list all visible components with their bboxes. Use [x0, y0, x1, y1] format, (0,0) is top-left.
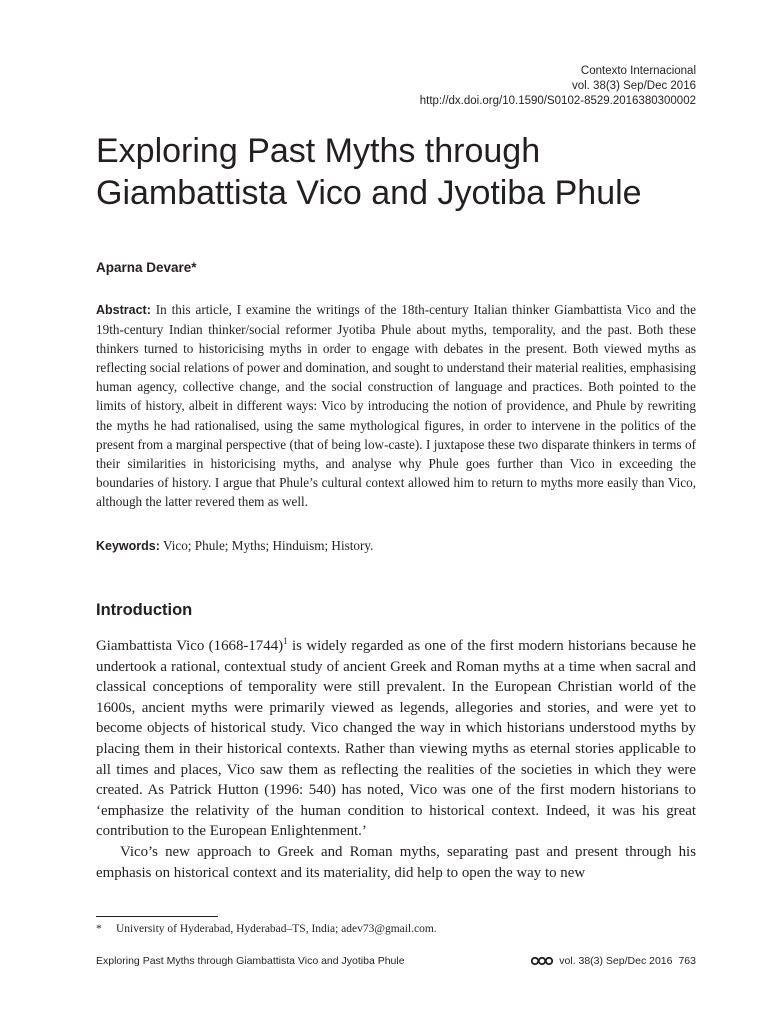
- title-line-1: Exploring Past Myths through: [96, 132, 541, 170]
- running-title: Exploring Past Myths through Giambattista Vico and Jyotiba Phule: [96, 955, 405, 967]
- footnote-mark: *: [96, 923, 102, 935]
- abstract-text: In this article, I examine the writings of the 18th-century Italian thinker Giambattista Vico and the 19th-century Indian thinker/social reformer Jyotiba Phule about myths, temporality, and the past. Both these thinkers turned to historicising myths in order to engage with debates in the present. Both viewed myths as reflecting social relations of power and domination, and sought to understand their material realities, emphasising human agency, collective change, and the social construction of language and practices. Both pointed to the limits of history, albeit in different ways: Vico by introducing the notion of providence, and Phule by rewriting the myths he had rationalised, using the same mythological figures, in order to intervene in the politics of the present from a marginal perspective (that of being low-caste). I juxtapose these two disparate thinkers in terms of their similarities in historicising myths, and analyse why Phule goes further than Vico in exceeding the boundaries of history. I argue that Phule’s cultural context allowed him to return to myths more easily than Vico, although the latter revered them as well.: [96, 302, 697, 509]
- abstract-label: Abstract:: [96, 303, 151, 317]
- abstract: [96, 300, 696, 511]
- keywords-label: Keywords:: [96, 539, 160, 553]
- paragraph: [96, 636, 696, 842]
- paragraph: Vico’s new approach to Greek and Roman myths, separating past and present through his emphasis on historical context and its materiality, did help to open the way to new: [96, 843, 696, 881]
- footnote-divider: [96, 916, 218, 917]
- keywords: [96, 536, 696, 556]
- journal-name: Contexto Internacional: [580, 65, 696, 77]
- section-heading-introduction: Introduction: [96, 601, 193, 619]
- journal-header: [420, 64, 696, 109]
- footnote-reference[interactable]: 1: [283, 636, 288, 647]
- footnote: [96, 922, 696, 937]
- page-footer: [531, 955, 696, 967]
- introduction-body: [96, 636, 696, 883]
- author-name: Aparna Devare*: [96, 260, 197, 275]
- title-line-2: Giambattista Vico and Jyotiba Phule: [96, 174, 642, 212]
- journal-volume: vol. 38(3) Sep/Dec 2016: [571, 80, 696, 92]
- paragraph-rest: is widely regarded as one of the first modern historians because he undertook a rational, contextual study of ancient Greek and Roman myths at a time when sacral and classical conceptions of temporality were still prevalent. In the European Christian world of the 1600s, ancient myths were primarily viewed as legends, allegories and stories, and were yet to become objects of historical study. Vico changed the way in which historians understood myths by placing them in their historical contexts. Rather than viewing myths as eternal stories applicable to all times and places, Vico saw them as reflecting the realities of the societies in which they were created. As Patrick Hutton (1996: 540) has noted, Vico was one of the first modern historians to ‘emphasize the relativity of the human condition to historical context. Indeed, it was his great contribution to the European Enlightenment.’: [96, 638, 696, 840]
- keywords-text: Vico; Phule; Myths; Hinduism; History.: [162, 538, 374, 553]
- doi-link[interactable]: http://dx.doi.org/10.1590/S0102-8529.2016380300002: [419, 95, 696, 107]
- page-number: 763: [678, 955, 696, 967]
- footer-volume: vol. 38(3) Sep/Dec 2016: [559, 955, 673, 967]
- paragraph-start: Giambattista Vico (1668-1744): [96, 638, 284, 654]
- footnote-text: University of Hyderabad, Hyderabad–TS, India; adev73@gmail.com.: [116, 923, 437, 935]
- journal-logo-icon: [531, 956, 553, 966]
- article-title: [96, 130, 696, 214]
